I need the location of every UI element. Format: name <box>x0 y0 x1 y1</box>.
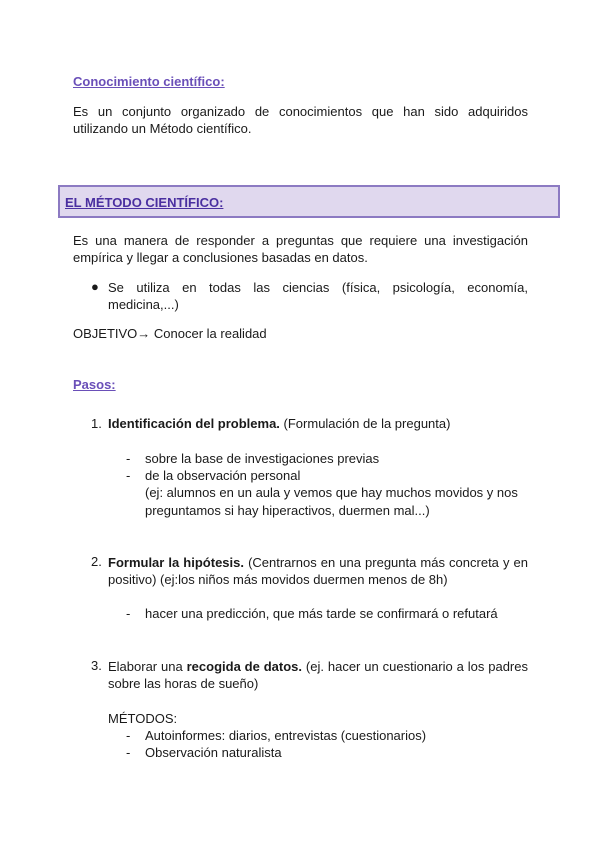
conocimiento-heading: Conocimiento científico: <box>73 74 225 89</box>
bullet-icon: ● <box>91 279 99 294</box>
step2-bold: Formular la hipótesis. <box>108 555 244 570</box>
conocimiento-paragraph: Es un conjunto organizado de conocimientos que han sido adquiridos utilizando un Método científico. <box>73 104 528 136</box>
metodos-item-2: - Observación naturalista <box>145 745 282 760</box>
step3-number: 3. <box>91 658 102 673</box>
step1-item-2: - de la observación personal <box>145 468 300 483</box>
objetivo-line: OBJETIVO→ Conocer la realidad <box>73 326 267 341</box>
step1-example-line-2: preguntamos si hay hiperactivos, duermen mal...) <box>145 503 430 518</box>
step2-rest: (Centrarnos en una pregunta más concreta y en positivo) (ej:los niños más movidos duermen menos de 8h) <box>108 555 528 587</box>
step2-text <box>108 554 528 588</box>
step1-bold: Identificación del problema. <box>108 416 280 431</box>
step3-rest: (ej. hacer un cuestionario a los padres sobre las horas de sueño) <box>108 659 528 691</box>
metodo-heading: EL MÉTODO CIENTÍFICO: <box>65 195 224 210</box>
step3-bold: recogida de datos. <box>186 659 303 674</box>
pasos-heading: Pasos: <box>73 377 116 392</box>
metodo-bullet-text: Se utiliza en todas las ciencias (física, psicología, economía, medicina,...) <box>108 280 528 312</box>
metodos-label: MÉTODOS: <box>108 711 178 726</box>
metodo-paragraph: Es una manera de responder a preguntas que requiere una investigación empírica y llegar a conclusiones basadas en datos. <box>73 233 528 265</box>
metodo-section-box <box>58 185 560 218</box>
step1-number: 1. <box>91 416 102 431</box>
step1-example-line-1: (ej: alumnos en un aula y vemos que hay muchos movidos y nos <box>145 485 518 500</box>
step1-item-1: - sobre la base de investigaciones previas <box>145 451 379 466</box>
step2-number: 2. <box>91 554 102 569</box>
metodos-item-1: - Autoinformes: diarios, entrevistas (cuestionarios) <box>145 728 426 743</box>
step2-item: - hacer una predicción, que más tarde se confirmará o refutará <box>145 606 498 621</box>
step3-pre: Elaborar una <box>108 659 187 674</box>
step1-rest: (Formulación de la pregunta) <box>279 416 451 431</box>
step1-text <box>108 416 528 431</box>
step3-text <box>108 658 528 692</box>
